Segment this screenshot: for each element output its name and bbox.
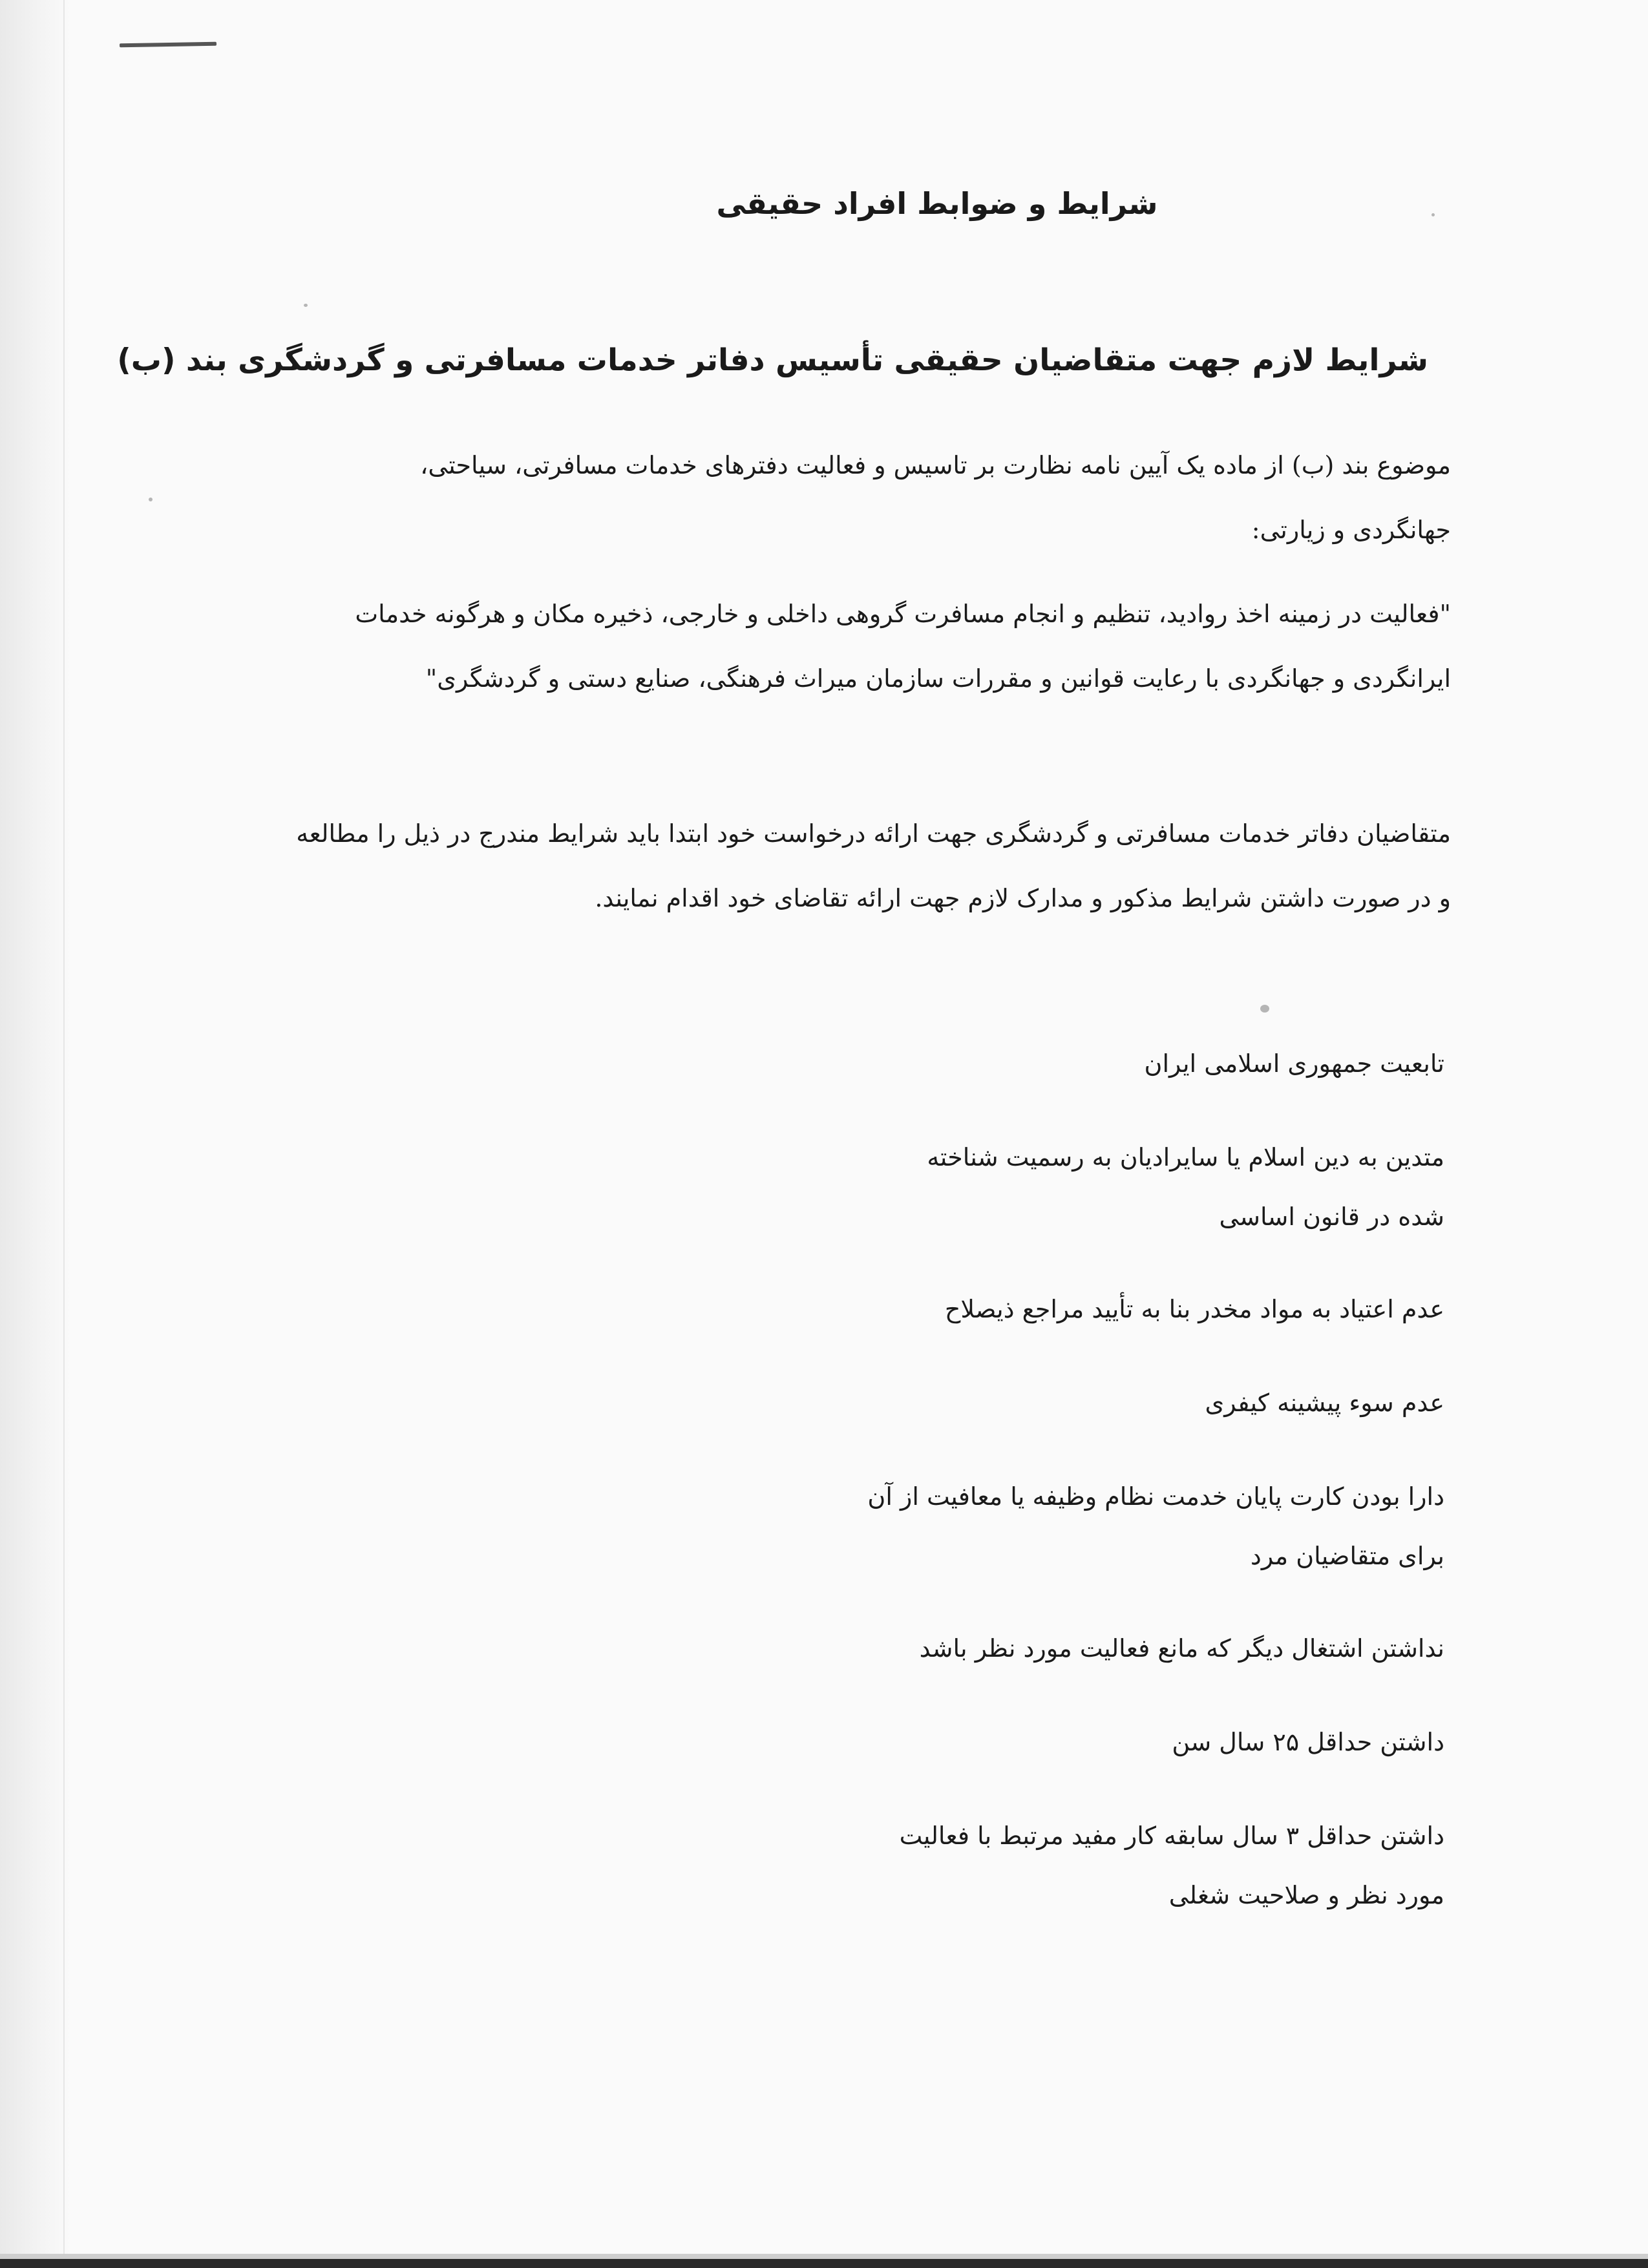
- condition-item: تابعیت جمهوری اسلامی ایران: [1144, 1049, 1444, 1078]
- scan-speck: [1260, 1005, 1269, 1013]
- condition-item: متدین به دین اسلام یا سایرادیان به رسمیت شناخته شده در قانون اساسی: [927, 1143, 1444, 1231]
- scan-speck: [304, 304, 308, 307]
- scan-bottom-edge-light: [0, 2254, 1648, 2259]
- condition-item: داشتن حداقل ۲۵ سال سن: [1172, 1728, 1444, 1756]
- scan-bottom-edge: [0, 2259, 1648, 2268]
- notice-paragraph: متقاضیان دفاتر خدمات مسافرتی و گردشگری جهت ارائه درخواست خود ابتدا باید شرایط مندرج در ذیل را مطالعه و در صورت داشتن شرایط مذکور و مدارک لازم جهت ارائه تقاضای خود اقدام نمایند.: [296, 819, 1451, 912]
- condition-item: عدم سوء پیشینه کیفری: [1205, 1389, 1444, 1417]
- scan-speck: [1431, 213, 1435, 216]
- condition-item: داشتن حداقل ۳ سال سابقه کار مفید مرتبط با فعالیت مورد نظر و صلاحیت شغلی: [899, 1822, 1444, 1909]
- intro-paragraph: موضوع بند (ب) از ماده یک آیین نامه نظارت بر تاسیس و فعالیت دفترهای خدمات مسافرتی، سیاحتی، جهانگردی و زیارتی:: [420, 451, 1451, 544]
- page-fold-line: [63, 0, 65, 2268]
- scan-speck: [149, 498, 153, 501]
- document-title: شرایط و ضوابط افراد حقیقی: [716, 186, 1158, 221]
- condition-item: نداشتن اشتغال دیگر که مانع فعالیت مورد نظر باشد: [919, 1634, 1444, 1663]
- document-subtitle: شرایط لازم جهت متقاضیان حقیقی تأسیس دفاتر خدمات مسافرتی و گردشگری بند (ب): [117, 342, 1428, 378]
- page-left-shadow: [0, 0, 71, 2268]
- pen-mark: [120, 42, 217, 48]
- quote-paragraph: "فعالیت در زمینه اخذ روادید، تنظیم و انجام مسافرت گروهی داخلی و خارجی، ذخیره مکان و هرگونه خدمات ایرانگردی و جهانگردی با رعایت قوانین و مقررات سازمان میراث فرهنگی، صنایع دستی و گردشگری": [355, 600, 1451, 693]
- condition-item: عدم اعتیاد به مواد مخدر بنا به تأیید مراجع ذیصلاح: [944, 1295, 1444, 1323]
- condition-item: دارا بودن کارت پایان خدمت نظام وظیفه یا معافیت از آن برای متقاضیان مرد: [867, 1482, 1444, 1570]
